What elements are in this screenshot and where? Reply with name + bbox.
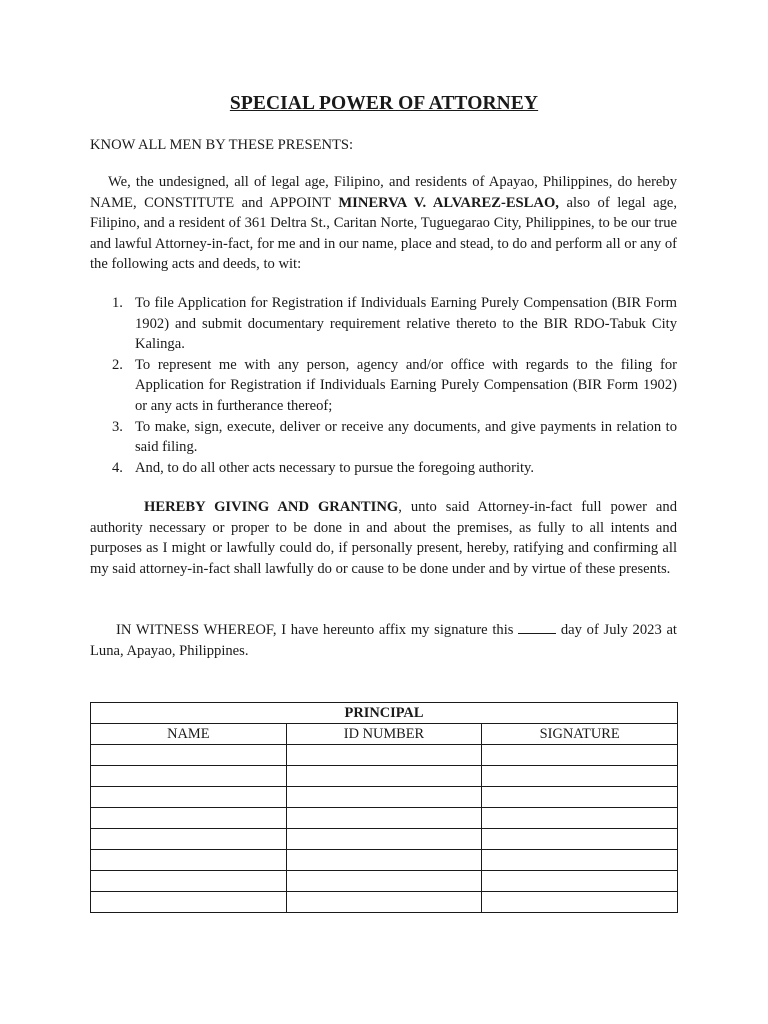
list-item-text: And, to do all other acts necessary to pursue the foregoing authority.	[135, 459, 535, 476]
table-row	[91, 787, 678, 808]
witness-paragraph	[90, 619, 677, 661]
table-row	[91, 766, 678, 787]
id-number-cell[interactable]	[286, 766, 482, 787]
name-cell[interactable]	[91, 892, 287, 913]
list-item-text: To make, sign, execute, deliver or receive any documents, and give payments in relation to said filing.	[135, 418, 677, 456]
id-number-cell[interactable]	[286, 850, 482, 871]
name-cell[interactable]	[91, 808, 287, 829]
id-number-cell[interactable]	[286, 745, 482, 766]
column-header-name: NAME	[91, 724, 287, 745]
day-blank-line[interactable]	[518, 619, 556, 634]
granting-lead: HEREBY GIVING AND GRANTING	[144, 499, 399, 515]
witness-text-after: day of July 2023 at Luna, Apayao, Philippines.	[90, 622, 677, 659]
signature-cell[interactable]	[482, 787, 678, 808]
document-title: SPECIAL POWER OF ATTORNEY	[229, 93, 539, 114]
salutation: KNOW ALL MEN BY THESE PRESENTS:	[90, 137, 354, 153]
id-number-cell[interactable]	[286, 829, 482, 850]
id-number-cell[interactable]	[286, 808, 482, 829]
granting-paragraph	[90, 497, 677, 579]
id-number-cell[interactable]	[286, 871, 482, 892]
name-cell[interactable]	[91, 745, 287, 766]
name-cell[interactable]	[91, 787, 287, 808]
table-row	[91, 745, 678, 766]
witness-text-before: IN WITNESS WHEREOF, I have hereunto affix my signature this	[116, 622, 519, 638]
signature-cell[interactable]	[482, 745, 678, 766]
name-cell[interactable]	[91, 766, 287, 787]
signature-cell[interactable]	[482, 892, 678, 913]
signature-cell[interactable]	[482, 766, 678, 787]
id-number-cell[interactable]	[286, 892, 482, 913]
appointment-paragraph	[90, 172, 677, 275]
table-row	[91, 871, 678, 892]
attorney-name: MINERVA V. ALVAREZ-ESLAO,	[338, 194, 559, 211]
table-heading-row	[91, 703, 678, 724]
appointment-text-before: We, the undesigned, all of legal age, Filipino, and residents of Apayao, Philippines, do hereby NAME, CONSTITUTE and APPOINT	[90, 174, 677, 211]
table-header-row	[91, 724, 678, 745]
signature-cell[interactable]	[482, 808, 678, 829]
list-item	[90, 458, 677, 479]
granting-text: , unto said Attorney-in-fact full power and authority necessary or proper to be done in and about the premises, as fully to all intents and purposes as I might or lawfully could do, if personally present, hereby, ratifying and confirming all my said attorney-in-fact shall lawfully do or cause to be done under and by virtue of these presents.	[90, 499, 677, 577]
list-item	[90, 293, 677, 355]
principal-table	[90, 702, 678, 913]
column-header-id-number: ID NUMBER	[286, 724, 482, 745]
list-item-text: To represent me with any person, agency and/or office with regards to the filing for Application for Registration if Individuals Earning Purely Compensation (BIR Form 1902) or any acts in furtherance thereof;	[135, 356, 677, 414]
table-row	[91, 808, 678, 829]
name-cell[interactable]	[91, 850, 287, 871]
signature-cell[interactable]	[482, 850, 678, 871]
table-row	[91, 829, 678, 850]
signature-cell[interactable]	[482, 829, 678, 850]
id-number-cell[interactable]	[286, 787, 482, 808]
table-row	[91, 850, 678, 871]
principal-table-body	[91, 745, 678, 913]
list-item-number: 3.	[112, 418, 123, 435]
appointment-text-after: also of legal age, Filipino, and a resident of 361 Deltra St., Caritan Norte, Tuguegarao City, Philippines, to be our true and lawful Attorney-in-fact, for me and in our name, place and stead, to do and perform all or any of the following acts and deeds, to wit:	[90, 194, 678, 273]
list-item-number: 1.	[112, 295, 123, 311]
list-item	[90, 355, 677, 417]
list-item-number: 2.	[112, 356, 123, 373]
principal-heading: PRINCIPAL	[91, 703, 678, 724]
list-item-number: 4.	[112, 459, 123, 476]
acts-list	[90, 293, 677, 478]
list-item	[90, 417, 677, 458]
table-row	[91, 892, 678, 913]
signature-cell[interactable]	[482, 871, 678, 892]
name-cell[interactable]	[91, 871, 287, 892]
name-cell[interactable]	[91, 829, 287, 850]
column-header-signature: SIGNATURE	[482, 724, 678, 745]
list-item-text: To file Application for Registration if Individuals Earning Purely Compensation (BIR Form 1902) and submit documentary requirement relative thereto to the BIR RDO-Tabuk City Kalinga.	[135, 295, 677, 353]
